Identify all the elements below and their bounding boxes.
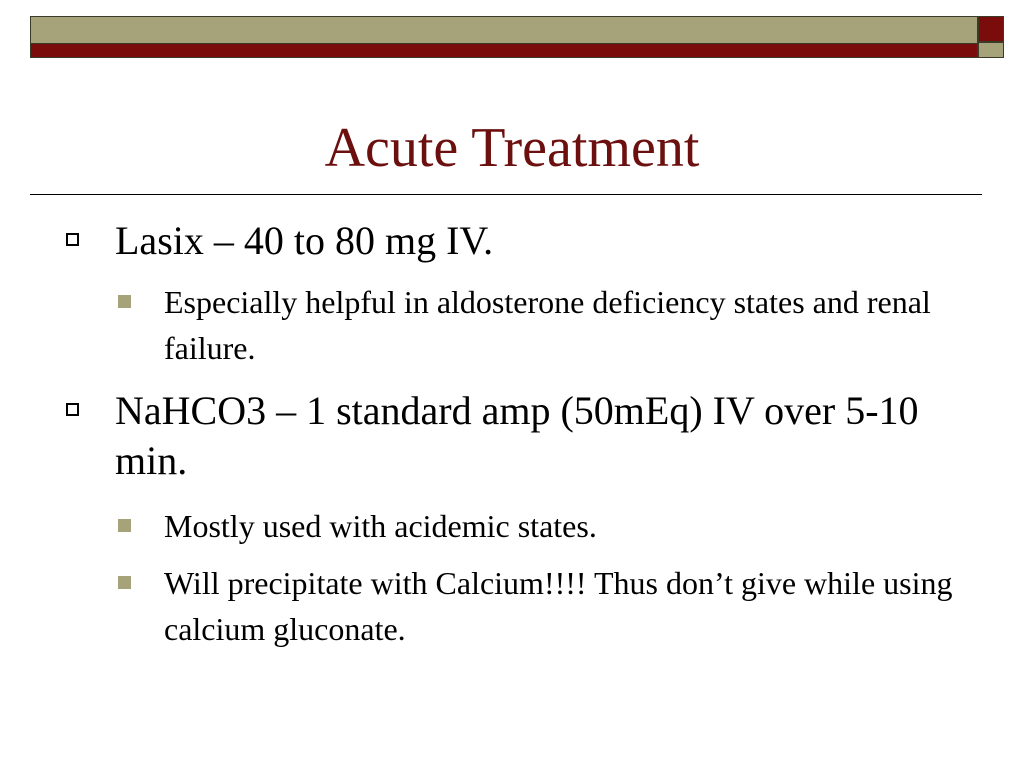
hollow-square-bullet-icon bbox=[66, 403, 79, 416]
sub-bullet-item bbox=[164, 560, 974, 652]
sub-bullet-item bbox=[164, 279, 974, 371]
sub-bullet-text: Will precipitate with Calcium!!!! Thus don’t give while using calcium gluconate. bbox=[164, 565, 953, 647]
sub-bullet-text: Especially helpful in aldosterone deficiency states and renal failure. bbox=[164, 284, 931, 366]
filled-square-bullet-icon bbox=[118, 519, 131, 532]
bullet-item bbox=[115, 216, 975, 266]
sub-bullet-item bbox=[164, 503, 974, 549]
bullet-text: Lasix – 40 to 80 mg IV. bbox=[115, 218, 494, 263]
bullet-text: NaHCO3 – 1 standard amp (50mEq) IV over 5-10 min. bbox=[115, 388, 919, 483]
filled-square-bullet-icon bbox=[118, 295, 131, 308]
sub-bullet-text: Mostly used with acidemic states. bbox=[164, 508, 597, 544]
filled-square-bullet-icon bbox=[118, 576, 131, 589]
bullet-item bbox=[115, 386, 975, 486]
slide-title: Acute Treatment bbox=[324, 117, 700, 179]
hollow-square-bullet-icon bbox=[66, 233, 79, 246]
